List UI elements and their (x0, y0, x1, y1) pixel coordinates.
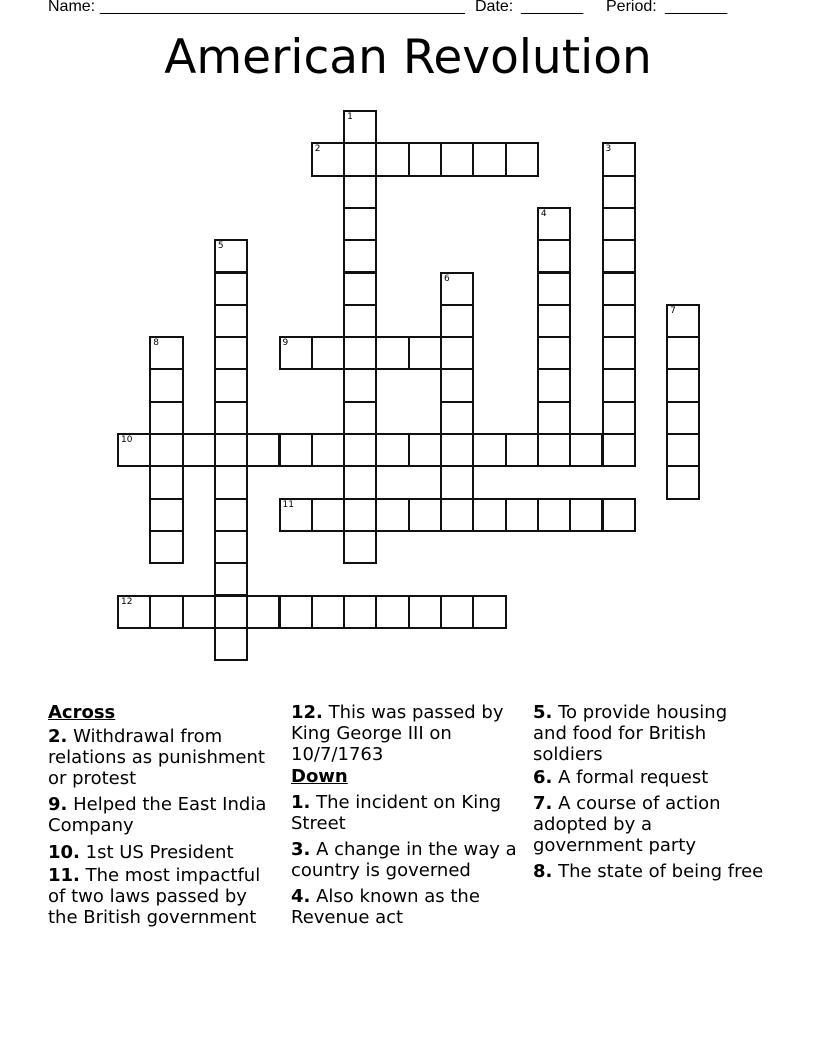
crossword-cell[interactable] (440, 498, 474, 532)
crossword-cell[interactable] (505, 433, 539, 467)
crossword-cell[interactable] (117, 433, 151, 467)
crossword-cell[interactable] (440, 465, 474, 499)
crossword-cell[interactable] (569, 433, 603, 467)
clue-number-label: 7 (670, 305, 676, 316)
crossword-cell[interactable] (149, 336, 183, 370)
crossword-cell[interactable] (666, 304, 700, 338)
crossword-cell[interactable] (375, 433, 409, 467)
crossword-cell[interactable] (375, 142, 409, 176)
clue-text: The incident on King Street (291, 792, 502, 834)
period-field[interactable]: _______ (665, 0, 728, 15)
date-field[interactable]: _______ (521, 0, 584, 15)
crossword-cell[interactable] (214, 530, 248, 564)
crossword-cell[interactable] (279, 433, 313, 467)
clue-down-5 (533, 702, 765, 765)
crossword-cell[interactable] (602, 368, 636, 402)
crossword-cell[interactable] (602, 336, 636, 370)
clue-number: 8. (533, 861, 553, 882)
crossword-cell[interactable] (569, 498, 603, 532)
clue-down-8 (533, 861, 765, 882)
clue-text: The state of being free (552, 861, 764, 882)
clue-down-4 (291, 886, 523, 928)
crossword-cell[interactable] (214, 465, 248, 499)
crossword-cell[interactable] (311, 336, 345, 370)
crossword-cell[interactable] (343, 498, 377, 532)
crossword-cell[interactable] (343, 239, 377, 273)
clue-text: A change in the way a country is governed (291, 839, 517, 881)
crossword-cell[interactable] (602, 142, 636, 176)
clue-number: 9. (48, 794, 68, 815)
clue-number: 1. (291, 792, 311, 813)
crossword-cell[interactable] (149, 368, 183, 402)
crossword-cell[interactable] (279, 498, 313, 532)
clue-number: 11. (48, 865, 80, 886)
clue-number-label: 11 (282, 499, 294, 510)
crossword-cell[interactable] (214, 562, 248, 596)
crossword-cell[interactable] (246, 433, 280, 467)
crossword-cell[interactable] (343, 110, 377, 144)
clue-number: 10. (48, 842, 80, 863)
clue-number-label: 2 (314, 144, 321, 155)
clue-number-label: 1 (347, 112, 353, 122)
crossword-cell[interactable] (311, 498, 345, 532)
crossword-cell[interactable] (666, 433, 700, 467)
crossword-cell[interactable] (602, 207, 636, 241)
crossword-cell[interactable] (214, 627, 248, 661)
crossword-cell[interactable] (343, 465, 377, 499)
crossword-cell[interactable] (182, 595, 216, 629)
crossword-cell[interactable] (214, 498, 248, 532)
crossword-cell[interactable] (408, 142, 442, 176)
clue-number: 2. (48, 726, 68, 747)
crossword-cell[interactable] (343, 304, 377, 338)
clue-number-label: 8 (153, 338, 160, 349)
crossword-cell[interactable] (472, 433, 506, 467)
crossword-cell[interactable] (537, 401, 571, 435)
clue-number: 3. (291, 839, 311, 860)
clue-number-label: 10 (121, 435, 133, 445)
clue-across-2 (48, 726, 280, 789)
crossword-cell[interactable] (279, 595, 313, 629)
crossword-cell[interactable] (214, 433, 248, 467)
clue-text: Helped the East India Company (48, 794, 267, 836)
clue-number-label: 3 (605, 144, 612, 155)
crossword-cell[interactable] (246, 595, 280, 629)
clue-number-label: 12 (121, 596, 133, 607)
crossword-cell[interactable] (214, 239, 248, 273)
crossword-cell[interactable] (149, 530, 183, 564)
crossword-cell[interactable] (440, 401, 474, 435)
crossword-cell[interactable] (214, 336, 248, 370)
crossword-cell[interactable] (408, 498, 442, 532)
crossword-cell[interactable] (214, 304, 248, 338)
crossword-cell[interactable] (149, 401, 183, 435)
clue-number-label: 9 (282, 338, 289, 349)
crossword-cell[interactable] (343, 175, 377, 209)
crossword-cell[interactable] (408, 433, 442, 467)
crossword-cell[interactable] (214, 401, 248, 435)
crossword-cell[interactable] (505, 142, 539, 176)
crossword-cell[interactable] (375, 595, 409, 629)
crossword-cell[interactable] (343, 368, 377, 402)
crossword-cell[interactable] (472, 498, 506, 532)
crossword-cell[interactable] (602, 498, 636, 532)
crossword-cell[interactable] (408, 595, 442, 629)
crossword-cell[interactable] (602, 175, 636, 209)
crossword-cell[interactable] (602, 401, 636, 435)
crossword-cell[interactable] (505, 498, 539, 532)
down-heading: Down (291, 766, 348, 787)
crossword-cell[interactable] (343, 272, 377, 306)
clue-number-label: 6 (444, 273, 450, 284)
crossword-cell[interactable] (602, 433, 636, 467)
crossword-cell[interactable] (343, 142, 377, 176)
clue-across-12 (291, 702, 523, 765)
clue-number-label: 4 (540, 208, 547, 219)
clue-number: 5. (533, 702, 553, 723)
clue-text: Withdrawal from relations as punishment or protest (48, 726, 265, 789)
crossword-cell[interactable] (537, 304, 571, 338)
clue-across-9 (48, 794, 280, 836)
crossword-cell[interactable] (537, 239, 571, 273)
clues-column-2 (291, 702, 523, 928)
crossword-cell[interactable] (117, 595, 151, 629)
crossword-cell[interactable] (440, 304, 474, 338)
clue-text: Also known as the Revenue act (291, 886, 480, 928)
crossword-cell[interactable] (440, 142, 474, 176)
crossword-cell[interactable] (602, 304, 636, 338)
crossword-cell[interactable] (602, 272, 636, 306)
crossword-cell[interactable] (602, 239, 636, 273)
date-label: Date: (475, 0, 518, 15)
crossword-cell[interactable] (214, 272, 248, 306)
name-label: Name: (48, 0, 100, 15)
crossword-cell[interactable] (440, 595, 474, 629)
clue-across-11 (48, 865, 280, 928)
clue-text: A formal request (552, 767, 709, 788)
crossword-cell[interactable] (666, 368, 700, 402)
crossword-cell[interactable] (343, 595, 377, 629)
crossword-cell[interactable] (311, 433, 345, 467)
crossword-cell[interactable] (182, 433, 216, 467)
crossword-cell[interactable] (537, 207, 571, 241)
crossword-cell[interactable] (343, 433, 377, 467)
crossword-cell[interactable] (149, 595, 183, 629)
clues-column-3 (533, 702, 765, 882)
crossword-cell[interactable] (472, 142, 506, 176)
crossword-cell[interactable] (440, 336, 474, 370)
crossword-cell[interactable] (343, 401, 377, 435)
crossword-cell[interactable] (666, 465, 700, 499)
crossword-cell[interactable] (149, 498, 183, 532)
clue-down-6 (533, 767, 765, 788)
clues-column-1 (48, 702, 280, 928)
crossword-cell[interactable] (472, 595, 506, 629)
clue-down-1 (291, 792, 523, 834)
clue-number-label: 5 (217, 241, 224, 252)
clue-text: To provide housing and food for British soldiers (533, 702, 728, 765)
crossword-cell[interactable] (375, 336, 409, 370)
period-label: Period: (606, 0, 662, 15)
crossword-cell[interactable] (440, 272, 474, 306)
crossword-cell[interactable] (279, 336, 313, 370)
clue-across-10 (48, 842, 280, 863)
crossword-cell[interactable] (311, 595, 345, 629)
page-title: American Revolution (164, 30, 652, 85)
clue-text: This was passed by King George III on 10/7/1763 (291, 702, 504, 765)
clue-text: 1st US President (79, 842, 234, 863)
crossword-cell[interactable] (149, 465, 183, 499)
crossword-cell[interactable] (375, 498, 409, 532)
crossword-cell[interactable] (214, 595, 248, 629)
crossword-cell[interactable] (537, 433, 571, 467)
crossword-cell[interactable] (666, 401, 700, 435)
clue-number: 7. (533, 793, 553, 814)
clue-number: 6. (533, 767, 553, 788)
clue-down-7 (533, 793, 765, 856)
clue-number: 12. (291, 702, 323, 723)
crossword-cell[interactable] (311, 142, 345, 176)
crossword-cell[interactable] (440, 368, 474, 402)
clue-text: A course of action adopted by a government party (533, 793, 721, 856)
crossword-cell[interactable] (537, 368, 571, 402)
crossword-cell[interactable] (343, 530, 377, 564)
clue-number: 4. (291, 886, 311, 907)
crossword-cell[interactable] (149, 433, 183, 467)
across-heading: Across (48, 702, 116, 723)
name-field[interactable]: _________________________________________ (100, 0, 465, 15)
crossword-cell[interactable] (666, 336, 700, 370)
crossword-cell[interactable] (214, 368, 248, 402)
crossword-cell[interactable] (408, 336, 442, 370)
clue-text: The most impactful of two laws passed by the British government (48, 865, 261, 928)
crossword-cell[interactable] (343, 207, 377, 241)
crossword-cell[interactable] (537, 498, 571, 532)
crossword-cell[interactable] (343, 336, 377, 370)
crossword-cell[interactable] (537, 336, 571, 370)
crossword-cell[interactable] (537, 272, 571, 306)
clue-down-3 (291, 839, 523, 881)
crossword-cell[interactable] (440, 433, 474, 467)
